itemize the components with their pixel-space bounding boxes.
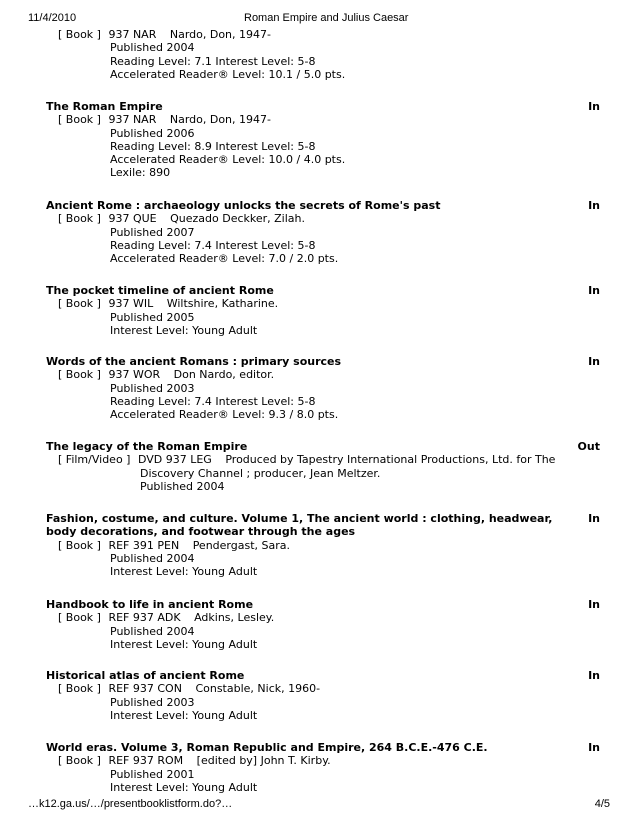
info-line: Published 2007: [110, 225, 195, 239]
status-badge: In: [588, 355, 600, 368]
info-line: Interest Level: Young Adult: [110, 323, 258, 337]
entry-title[interactable]: Ancient Rome : archaeology unlocks the secrets of Rome's past: [46, 199, 441, 212]
author: Don Nardo, editor.: [173, 368, 275, 382]
entry-title[interactable]: The pocket timeline of ancient Rome: [46, 284, 274, 297]
call-number: 937 WOR: [108, 368, 161, 382]
status-badge: In: [588, 741, 600, 754]
author: Pendergast, Sara.: [192, 538, 290, 552]
list-item: [0, 284, 638, 337]
info-line: Published 2003: [110, 381, 195, 395]
call-number: DVD 937 LEG: [137, 453, 212, 467]
document-title: Roman Empire and Julius Caesar: [244, 12, 409, 24]
status-badge: In: [588, 100, 600, 113]
format-label: [ Film/Video ]: [58, 453, 131, 467]
status-badge: In: [588, 598, 600, 611]
info-line: Published 2001: [110, 767, 195, 781]
page-number: 4/5: [594, 798, 610, 810]
author: Adkins, Lesley.: [194, 611, 275, 625]
call-number: REF 937 ADK: [108, 611, 181, 625]
format-label: [ Book ]: [58, 212, 101, 226]
entry-title[interactable]: Handbook to life in ancient Rome: [46, 598, 254, 611]
entry-title[interactable]: Historical atlas of ancient Rome: [46, 669, 245, 682]
format-label: [ Book ]: [58, 538, 101, 552]
info-line: Interest Level: Young Adult: [110, 637, 258, 651]
info-line: Published 2004: [140, 479, 225, 493]
info-line: Published 2003: [110, 695, 195, 709]
info-line: Reading Level: 8.9 Interest Level: 5-8: [110, 139, 316, 153]
call-number: 937 NAR: [108, 113, 157, 127]
entry-title[interactable]: The Roman Empire: [46, 100, 163, 113]
info-line: Published 2004: [110, 624, 195, 638]
list-item: [0, 199, 638, 265]
info-line: Published 2005: [110, 310, 195, 324]
entry-title[interactable]: Words of the ancient Romans : primary sources: [46, 355, 342, 368]
info-line: Accelerated Reader® Level: 10.0 / 4.0 pts.: [110, 153, 346, 167]
author-continued: Discovery Channel ; producer, Jean Meltzer.: [140, 466, 381, 480]
entry-detail: [58, 28, 638, 41]
list-item: [0, 512, 638, 578]
call-number: REF 937 CON: [108, 682, 182, 696]
status-badge: In: [588, 669, 600, 682]
info-line: Published 2004: [110, 41, 195, 55]
list-item: [0, 741, 638, 794]
status-badge: In: [588, 199, 600, 212]
call-number: 937 WIL: [108, 297, 154, 311]
author: Quezado Deckker, Zilah.: [170, 212, 306, 226]
call-number: 937 QUE: [108, 212, 157, 226]
author: Wiltshire, Katharine.: [166, 297, 279, 311]
author: Constable, Nick, 1960-: [195, 682, 321, 696]
format-label: [ Book ]: [58, 368, 101, 382]
format-label: [ Book ]: [58, 297, 101, 311]
page-header: [28, 12, 610, 28]
entry-title[interactable]: World eras. Volume 3, Roman Republic and Empire, 264 B.C.E.-476 C.E.: [46, 741, 488, 754]
list-item: [0, 100, 638, 180]
print-date: 11/4/2010: [28, 12, 77, 24]
author: [edited by] John T. Kirby.: [196, 754, 331, 768]
info-line: Lexile: 890: [110, 166, 171, 180]
info-line: Reading Level: 7.4 Interest Level: 5-8: [110, 238, 316, 252]
info-line: Reading Level: 7.1 Interest Level: 5-8: [110, 54, 316, 68]
continued-entry: [0, 28, 638, 81]
info-line: Interest Level: Young Adult: [110, 708, 258, 722]
status-badge: Out: [577, 440, 600, 453]
format-label: [ Book ]: [58, 611, 101, 625]
format-label: [ Book ]: [58, 682, 101, 696]
list-item: [0, 598, 638, 651]
info-line: Published 2006: [110, 126, 195, 140]
info-line: Accelerated Reader® Level: 9.3 / 8.0 pts.: [110, 408, 339, 422]
info-line: Published 2004: [110, 551, 195, 565]
info-line: Interest Level: Young Adult: [110, 780, 258, 794]
list-item: [0, 440, 638, 493]
list-item: [0, 669, 638, 722]
info-line: Accelerated Reader® Level: 10.1 / 5.0 pts.: [110, 67, 346, 81]
format-label: [ Book ]: [58, 113, 101, 127]
call-number: 937 NAR: [108, 28, 157, 41]
format-label: [ Book ]: [58, 754, 101, 768]
info-line: Accelerated Reader® Level: 7.0 / 2.0 pts.: [110, 252, 339, 266]
author: Nardo, Don, 1947-: [169, 28, 271, 41]
format-label: [ Book ]: [58, 28, 101, 41]
entry-title[interactable]: Fashion, costume, and culture. Volume 1, The ancient world : clothing, headwear, body decorations, and footwear through the ages: [46, 512, 553, 539]
info-line: Interest Level: Young Adult: [110, 565, 258, 579]
call-number: REF 937 ROM: [108, 754, 184, 768]
call-number: REF 391 PEN: [108, 538, 180, 552]
list-item: [0, 355, 638, 421]
page-footer: [28, 798, 610, 814]
status-badge: In: [588, 512, 600, 525]
author: Produced by Tapestry International Productions, Ltd. for The: [225, 453, 556, 467]
status-badge: In: [588, 284, 600, 297]
entry-title[interactable]: The legacy of the Roman Empire: [46, 440, 248, 453]
info-line: Reading Level: 7.4 Interest Level: 5-8: [110, 394, 316, 408]
page-url[interactable]: …k12.ga.us/…/presentbooklistform.do?…: [28, 798, 233, 810]
author: Nardo, Don, 1947-: [169, 113, 271, 127]
